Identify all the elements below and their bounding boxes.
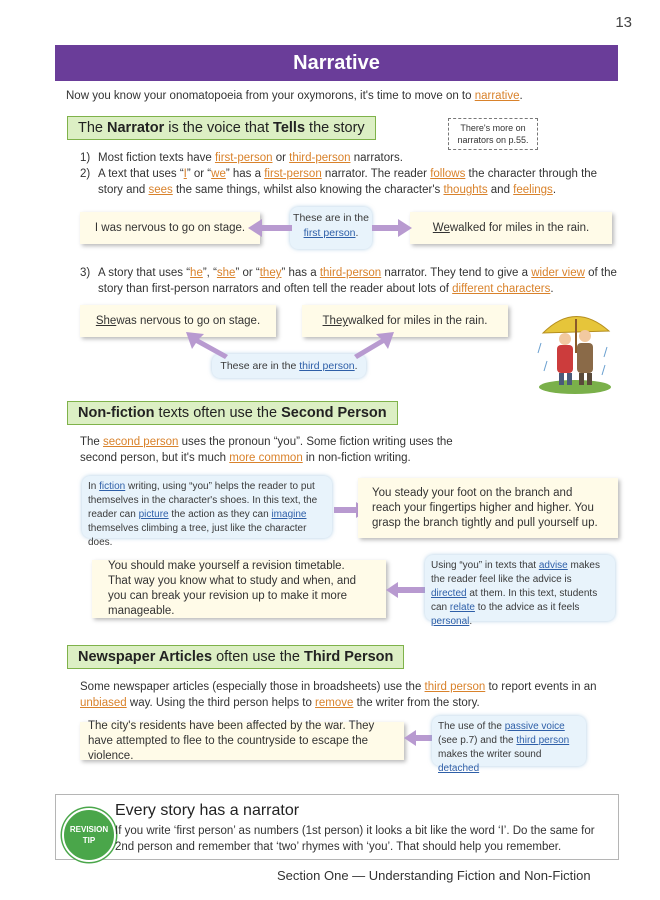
umbrella-illustration <box>535 303 615 395</box>
callout-third-person: These are in the third person. <box>212 354 366 378</box>
revision-tip-badge: REVISION TIP <box>62 808 116 862</box>
section-heading-third-person: Newspaper Articles often use the Third Person <box>67 645 404 669</box>
arrow-up-left-icon <box>184 330 230 360</box>
example-box: I was nervous to go on stage. <box>80 212 260 244</box>
list-item: 2) A text that uses “I” or “we” has a first-person narrator. The reader follows the character through the story and sees the same things, whilst also knowing the character's thoughts and feelings. <box>80 168 598 196</box>
example-box: We walked for miles in the rain. <box>410 212 612 244</box>
example-box: She was nervous to go on stage. <box>80 305 276 337</box>
tip-heading: Every story has a narrator <box>115 802 300 819</box>
arrow-left-icon <box>404 728 434 748</box>
arrow-right-icon <box>372 216 412 240</box>
example-box: The city's residents have been affected by the war. They have attempted to flee to the countryside to escape the violence. <box>80 722 404 760</box>
cross-reference-note: There's more on narrators on p.55. <box>448 118 538 150</box>
page-title: Narrative <box>55 45 618 81</box>
arrow-up-right-icon <box>352 330 396 360</box>
example-box: You steady your foot on the branch and reach your fingertips higher and higher. You grasp the branch tightly and pull yourself up. <box>358 478 618 538</box>
third-person-paragraph: Some newspaper articles (especially those in broadsheets) use the third person to report events in an unbiased way. Using the third person helps to remove the writer from the story. <box>80 681 597 709</box>
example-box: They walked for miles in the rain. <box>302 305 508 337</box>
example-box: You should make yourself a revision timetable. That way you know what to study and when, and you can break your revision up to make it more manageable. <box>92 560 386 618</box>
list-item: 1) Most fiction texts have first-person or third-person narrators. <box>80 152 403 164</box>
callout-first-person: These are in the first person. <box>290 207 372 249</box>
arrow-left-icon <box>386 580 426 600</box>
callout-fiction-you: In fiction writing, using “you” helps the reader to put themselves in the character's shoes. In this text, the reader can picture the action as they can imagine themselves climbing a tree, just like the character does. <box>82 476 332 538</box>
callout-advise-you: Using “you” in texts that advise makes the reader feel like the advice is directed at them. In this text, students can relate to the advice as it feels personal. <box>425 555 615 621</box>
callout-newspaper: The use of the passive voice (see p.7) and the third person makes the writer sound detached <box>432 716 586 766</box>
arrow-left-icon <box>248 216 292 240</box>
intro-text: Now you know your onomatopoeia from your oxymorons, it's time to move on to narrative. <box>66 90 523 102</box>
list-item: 3) A story that uses “he”, “she” or “they” has a third-person narrator. They tend to give a wider view of the story than first-person narrators and often tell the reader about lots of different characters. <box>80 267 617 295</box>
section-heading-second-person: Non-fiction texts often use the Second Person <box>67 401 398 425</box>
tip-text: If you write ‘first person’ as numbers (1st person) it looks a bit like the word ‘I’. Do the same for 2nd person and remember that ‘two’ rhymes with ‘you’. That should help you remember. <box>115 825 595 853</box>
second-person-paragraph: The second person uses the pronoun “you”. Some fiction writing uses the second person, but it's much more common in non-fiction writing. <box>80 436 453 464</box>
page-number: 13 <box>615 14 632 31</box>
section-footer: Section One — Understanding Fiction and Non-Fiction <box>277 868 591 883</box>
section-heading-narrator: The Narrator is the voice that Tells the story <box>67 116 376 140</box>
